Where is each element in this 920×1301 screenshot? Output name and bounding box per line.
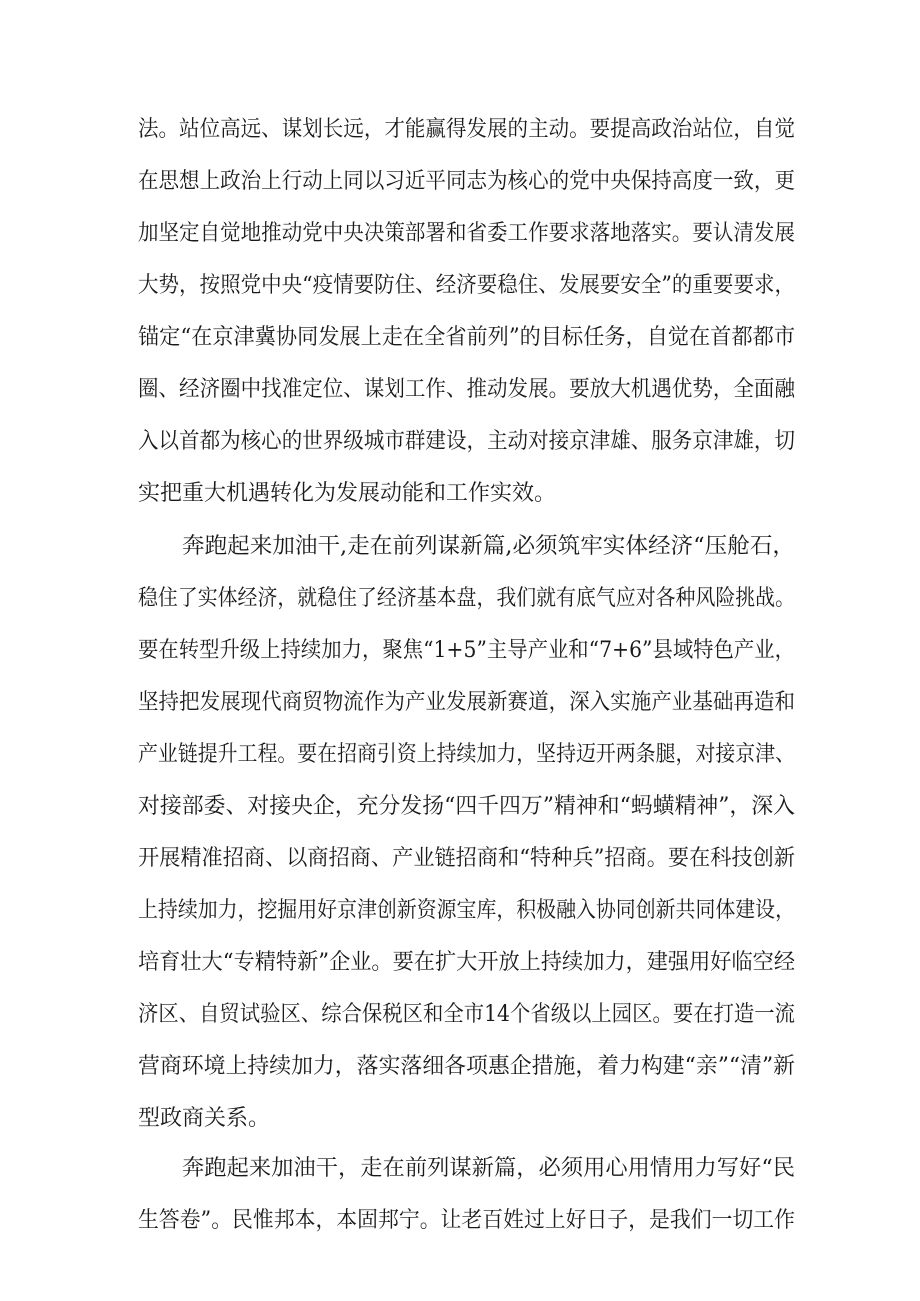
paragraph-line: 法。站位高远、谋划长远，才能赢得发展的主动。要提高政治站位，自觉	[138, 117, 795, 142]
paragraph-line: 开展精准招商、以商招商、产业链招商和“特种兵”招商。要在科技创新	[138, 846, 795, 871]
paragraph-line: 大势，按照党中央“疫情要防住、经济要稳住、发展要安全”的重要要求，	[138, 273, 795, 298]
paragraph-line: 圈、经济圈中找准定位、谋划工作、推动发展。要放大机遇优势，全面融	[138, 377, 795, 402]
paragraph-line: 在思想上政治上行动上同以习近平同志为核心的党中央保持高度一致，更	[138, 169, 795, 194]
paragraph-line: 产业链提升工程。要在招商引资上持续加力，坚持迈开两条腿，对接京津、	[138, 742, 795, 767]
paragraph-line: 生答卷”。民惟邦本，本固邦宁。让老百姓过上好日子，是我们一切工作	[138, 1208, 795, 1233]
paragraph-line: 实把重大机遇转化为发展动能和工作实效。	[138, 481, 557, 506]
paragraph-line: 奔跑起来加油干，走在前列谋新篇，必须用心用情用力写好“民	[182, 1156, 795, 1181]
paragraph-line: 培育壮大“专精特新”企业。要在扩大开放上持续加力，建强用好临空经	[138, 950, 795, 975]
paragraph-line: 坚持把发展现代商贸物流作为产业发展新赛道，深入实施产业基础再造和	[138, 690, 795, 715]
paragraph-line: 营商环境上持续加力，落实落细各项惠企措施，着力构建“亲”“清”新	[138, 1054, 795, 1079]
paragraph-line: 上持续加力，挖掘用好京津创新资源宝库，积极融入协同创新共同体建设，	[138, 898, 795, 923]
paragraph-line: 奔跑起来加油干,走在前列谋新篇,必须筑牢实体经济“压舱石，	[182, 534, 795, 559]
paragraph-line: 入以首都为核心的世界级城市群建设，主动对接京津雄、服务京津雄，切	[138, 429, 795, 454]
paragraph-line: 稳住了实体经济，就稳住了经济基本盘，我们就有底气应对各种风险挑战。	[138, 586, 795, 611]
paragraph-line: 型政商关系。	[138, 1106, 271, 1131]
paragraph-line: 锚定“在京津冀协同发展上走在全省前列”的目标任务，自觉在首都都市	[138, 325, 795, 350]
paragraph-line: 济区、自贸试验区、综合保税区和全市14个省级以上园区。要在打造一流	[138, 1002, 795, 1027]
paragraph-line: 对接部委、对接央企，充分发扬“四千四万”精神和“蚂蟥精神”，深入	[138, 794, 795, 819]
paragraph-line: 加坚定自觉地推动党中央决策部署和省委工作要求落地落实。要认清发展	[138, 221, 795, 246]
paragraph-line: 要在转型升级上持续加力，聚焦“1+5”主导产业和“7+6”县域特色产业，	[138, 638, 795, 663]
